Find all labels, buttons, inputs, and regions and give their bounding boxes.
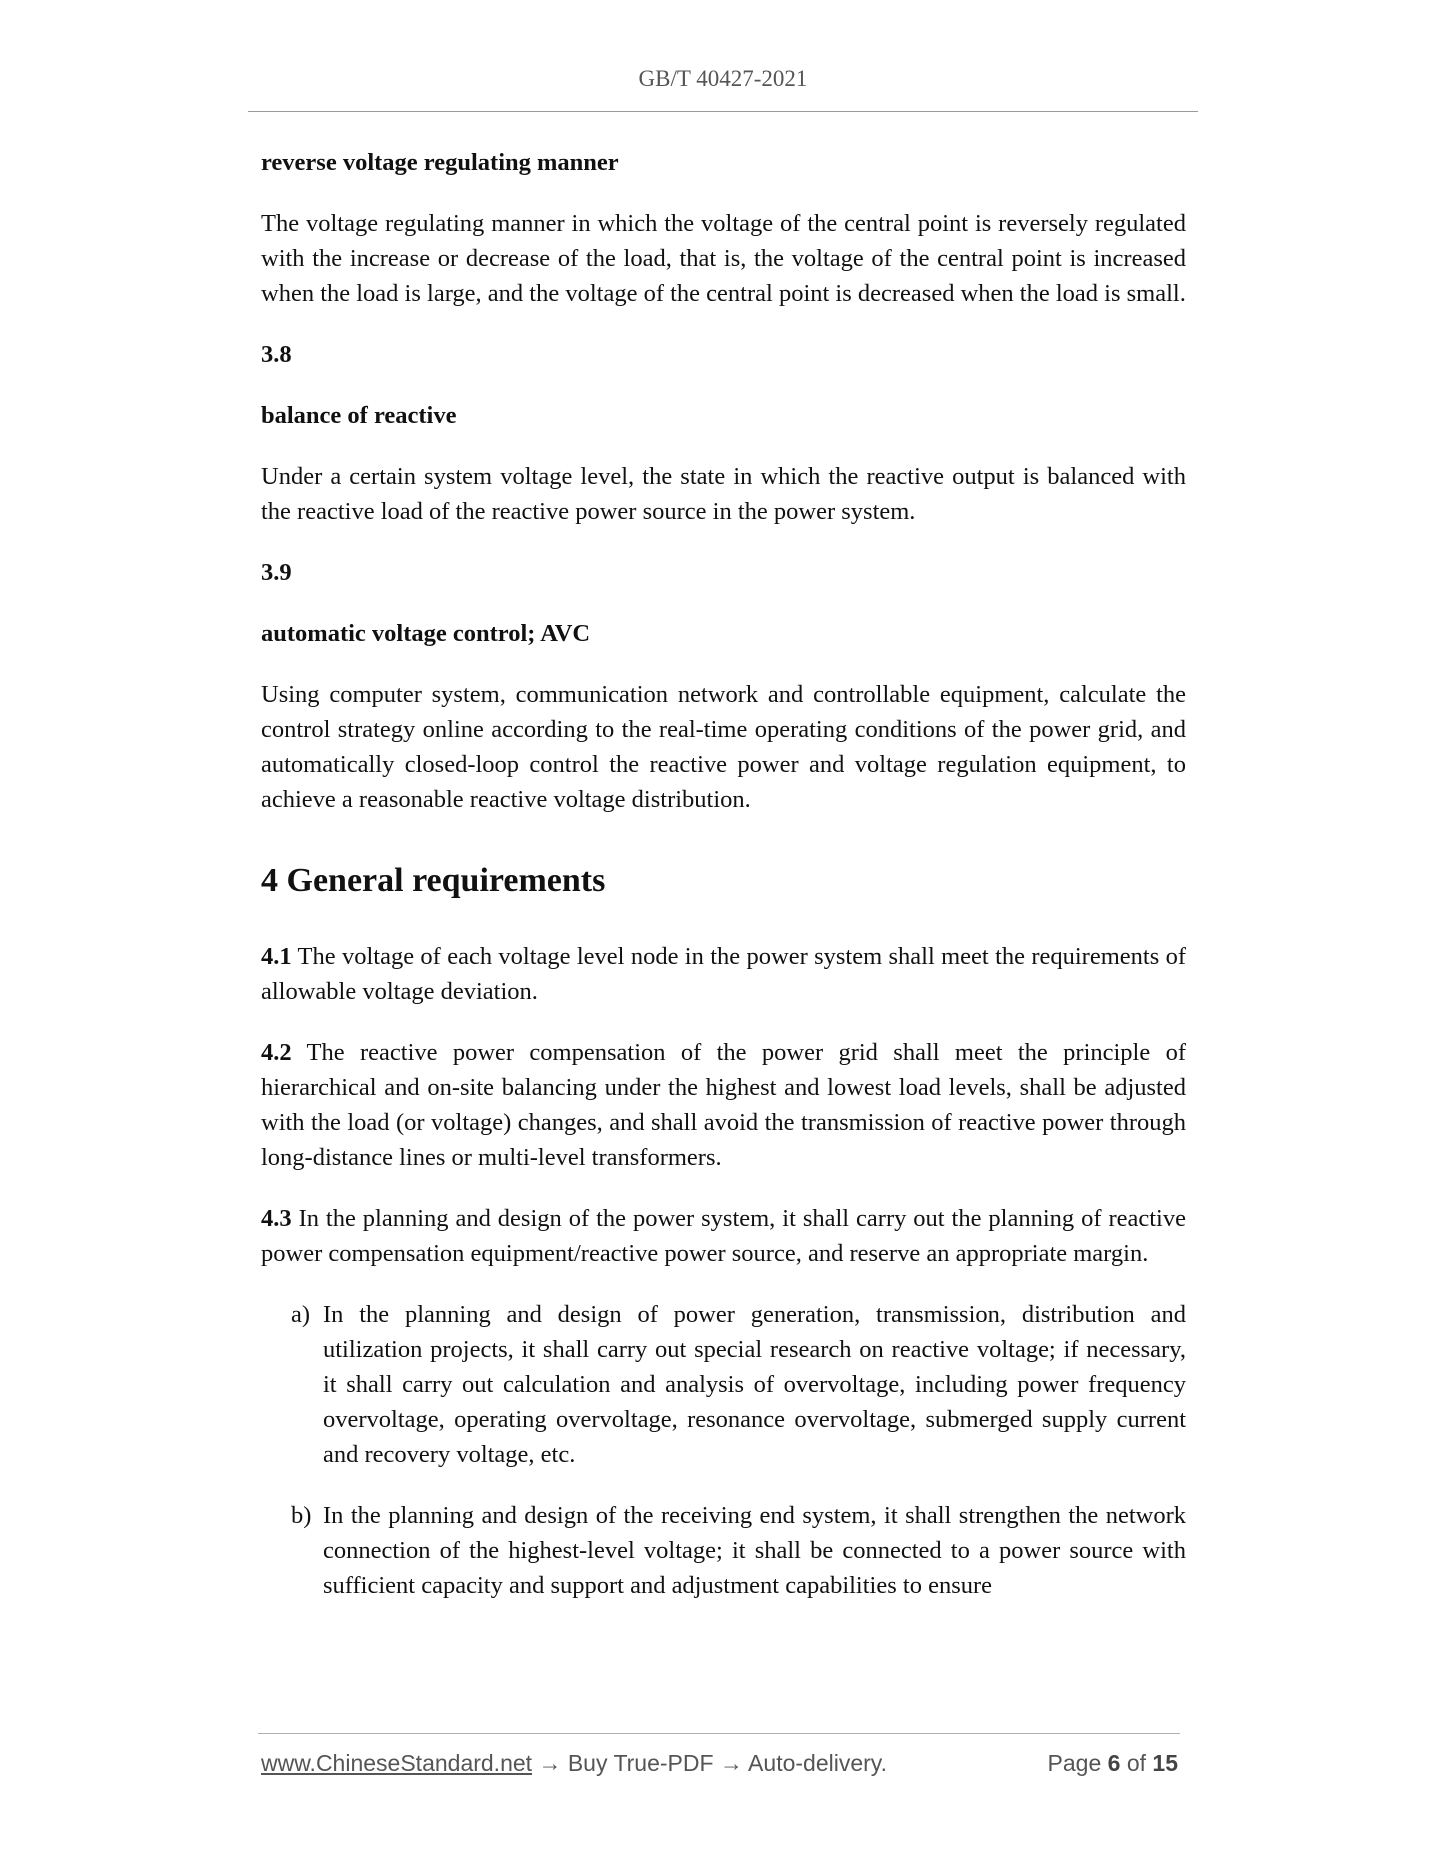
term-definition: Under a certain system voltage level, the state in which the reactive output is balanced with the reactive load of the reactive power source in the power system. bbox=[261, 463, 1186, 525]
term-title: reverse voltage regulating manner bbox=[261, 149, 619, 176]
current-page: 6 bbox=[1107, 1750, 1121, 1776]
list-item-text: In the planning and design of power generation, transmission, distribution and utilization projects, it shall carry out special research on reactive voltage; if necessary, it shall carry out calculation and analysis of overvoltage, including power frequency overvoltage, operating overvoltage, resonance overvoltage, submerged supply current and recovery voltage, etc. bbox=[323, 1301, 1186, 1468]
clause-4-3 bbox=[261, 1201, 1186, 1271]
page-indicator bbox=[1048, 1750, 1178, 1777]
website-link[interactable]: www.ChineseStandard.net bbox=[261, 1750, 533, 1776]
list-marker: a) bbox=[291, 1301, 311, 1328]
term-number: 3.8 bbox=[261, 341, 292, 368]
clause-number: 4.3 bbox=[261, 1205, 292, 1232]
clause-number: 4.1 bbox=[261, 943, 292, 970]
document-body bbox=[261, 145, 1186, 1629]
footer-divider bbox=[258, 1733, 1180, 1734]
clause-text: The reactive power compensation of the power grid shall meet the principle of hierarchical and on-site balancing under the highest and lowest load levels, shall be adjusted with the load (or voltage) changes, and shall avoid the transmission of reactive power through long-distance lines or multi-level transformers. bbox=[261, 1039, 1186, 1171]
term-title: automatic voltage control; AVC bbox=[261, 620, 591, 647]
footer-promo-text: → Buy True-PDF → Auto-delivery. bbox=[532, 1750, 887, 1776]
total-pages: 15 bbox=[1152, 1750, 1178, 1776]
page-label: Page bbox=[1047, 1750, 1102, 1776]
list-item-text: In the planning and design of the receiving end system, it shall strengthen the network connection of the highest-level voltage; it shall be connected to a power source with sufficient capacity and support and adjustment capabilities to ensure bbox=[323, 1502, 1186, 1599]
clause-4-1 bbox=[261, 939, 1186, 1009]
page-of-label: of bbox=[1126, 1750, 1147, 1776]
term-title: balance of reactive bbox=[261, 402, 457, 429]
term-definition: The voltage regulating manner in which the voltage of the central point is reversely regulated with the increase or decrease of the load, that is, the voltage of the central point is increased when the load is large, and the voltage of the central point is decreased when the load is small. bbox=[261, 210, 1186, 307]
clause-text: The voltage of each voltage level node in the power system shall meet the requirements of allowable voltage deviation. bbox=[261, 943, 1186, 1005]
clause-text: In the planning and design of the power system, it shall carry out the planning of reactive power compensation equipment/reactive power source, and reserve an appropriate margin. bbox=[261, 1205, 1186, 1267]
list-item bbox=[261, 1297, 1186, 1472]
term-definition: Using computer system, communication network and controllable equipment, calculate the control strategy online according to the real-time operating conditions of the power grid, and automatically closed-loop control the reactive power and voltage regulation equipment, to achieve a reasonable reactive voltage distribution. bbox=[261, 681, 1186, 813]
header-divider bbox=[248, 111, 1198, 112]
term-number: 3.9 bbox=[261, 559, 292, 586]
list-item bbox=[261, 1498, 1186, 1603]
footer-promo bbox=[261, 1750, 887, 1777]
section-heading: 4 General requirements bbox=[261, 862, 606, 899]
list-marker: b) bbox=[291, 1502, 312, 1529]
running-header: GB/T 40427-2021 bbox=[638, 66, 808, 91]
clause-4-2 bbox=[261, 1035, 1186, 1175]
clause-number: 4.2 bbox=[261, 1039, 292, 1066]
